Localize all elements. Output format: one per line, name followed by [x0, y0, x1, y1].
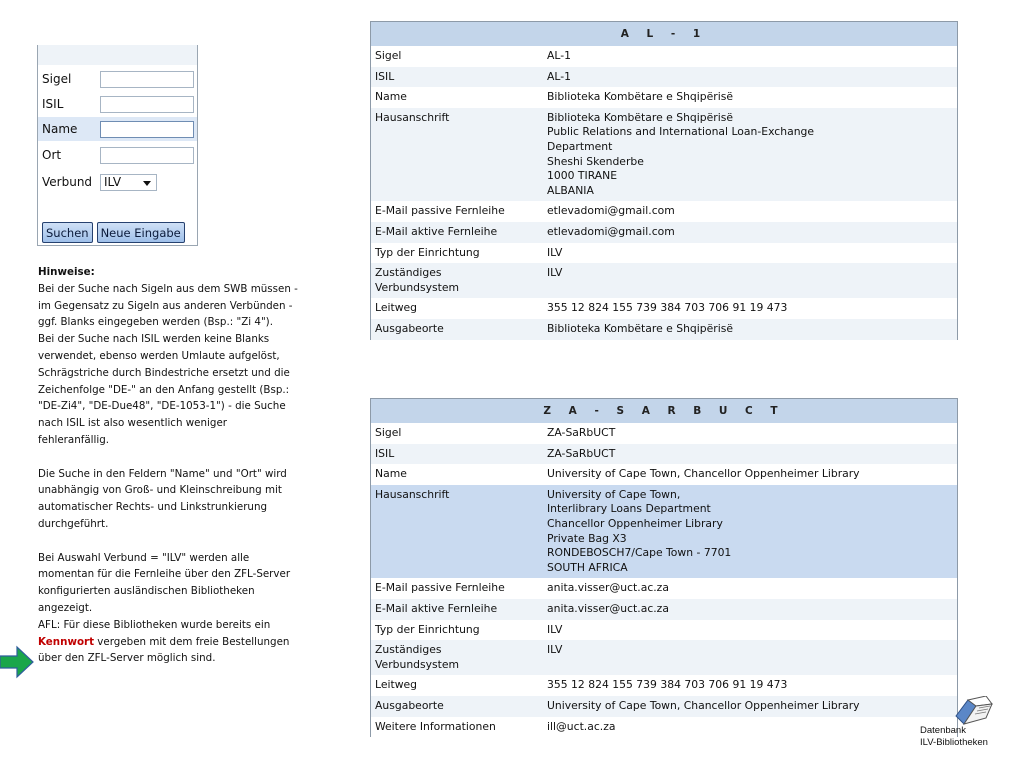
- row-label: Leitweg: [375, 678, 418, 692]
- record-row: [371, 620, 957, 641]
- record-za-sarbuct: [370, 398, 958, 737]
- record-row: [371, 319, 957, 340]
- row-value: ZA-SaRbUCT: [547, 446, 616, 460]
- row-value: ILV: [547, 266, 563, 280]
- search-buttons: [42, 222, 185, 243]
- new-entry-button[interactable]: Neue Eingabe: [97, 222, 185, 243]
- row-label: Zuständiges Verbundsystem: [375, 266, 460, 294]
- row-value: University of Cape Town, Interlibrary Loans Department Chancellor Oppenheimer Library Private Bag X3 RONDEBOSCH7/Cape Town - 7701 SOUTH AFRICA: [547, 487, 732, 574]
- row-value: 355 12 824 155 739 384 703 706 91 19 473: [547, 301, 788, 315]
- record-row: [371, 717, 957, 738]
- record-row: [371, 46, 957, 67]
- record-row: [371, 423, 957, 444]
- hint-afl: [38, 617, 300, 667]
- row-label: Sigel: [375, 49, 402, 62]
- row-value: ZA-SaRbUCT: [547, 426, 616, 439]
- record-row: [371, 696, 957, 717]
- record-title: A L - 1: [371, 21, 957, 46]
- record-row: [371, 675, 957, 696]
- database-caption: [920, 725, 988, 749]
- row-value: Biblioteka Kombëtare e Shqipërisë: [547, 90, 733, 104]
- row-label: ISIL: [375, 446, 395, 460]
- row-label: Name: [375, 90, 407, 104]
- row-value: ILV: [547, 622, 563, 636]
- chevron-down-icon: [143, 181, 151, 186]
- kennwort-link[interactable]: Kennwort: [38, 635, 95, 648]
- record-row: [371, 444, 957, 465]
- arrow-right-icon: [0, 645, 34, 679]
- name-row: [38, 117, 197, 141]
- hint-afl-text: AFL: Für diese Bibliotheken wurde bereits ein: [38, 618, 271, 631]
- hint-afl-text-end: vergeben mit dem freie Bestellungen über den ZFL-Server möglich sind.: [38, 635, 290, 665]
- caption-line-2: ILV-Bibliotheken: [920, 737, 988, 748]
- hint-name-ort: Die Suche in den Feldern "Name" und "Ort" wird unabhängig von Groß- und Kleinschreibung mit automatischer Rechts- und Linkstrunkierung durchgeführt.: [38, 467, 287, 530]
- record-row: [371, 222, 957, 243]
- row-label: Weitere Informationen: [375, 719, 496, 733]
- record-row: [371, 201, 957, 222]
- record-row: [371, 108, 957, 202]
- row-label: Sigel: [375, 426, 402, 439]
- hints-heading: Hinweise:: [38, 266, 95, 278]
- row-label: Typ der Einrichtung: [375, 245, 480, 259]
- record-row: [371, 599, 957, 620]
- hint-verbund: Bei Auswahl Verbund = "ILV" werden alle momentan für die Fernleihe über den ZFL-Server konfigurierten ausländischen Bibliotheken angezeigt.: [38, 551, 291, 614]
- isil-row: [38, 92, 197, 116]
- verbund-select-value: ILV: [104, 174, 122, 189]
- row-label: Ausgabeorte: [375, 698, 444, 712]
- row-label: ISIL: [375, 69, 395, 83]
- row-value: University of Cape Town, Chancellor Oppenheimer Library: [547, 698, 860, 712]
- verbund-select[interactable]: [100, 174, 157, 191]
- row-label: Hausanschrift: [375, 487, 450, 501]
- name-input[interactable]: [100, 121, 194, 138]
- row-value: AL-1: [547, 49, 571, 62]
- row-value: anita.visser@uct.ac.za: [547, 581, 669, 595]
- record-row: [371, 243, 957, 264]
- row-label: Name: [375, 467, 407, 481]
- sigel-label: Sigel: [42, 72, 72, 86]
- search-button[interactable]: Suchen: [42, 222, 93, 243]
- row-label: Ausgabeorte: [375, 321, 444, 335]
- record-row: [371, 263, 957, 298]
- row-label: Leitweg: [375, 301, 418, 315]
- row-value: etlevadomi@gmail.com: [547, 204, 675, 218]
- hint-isil: Bei der Suche nach ISIL werden keine Blanks verwendet, ebenso werden Umlaute aufgelöst, Schrägstriche durch Bindestriche ersetzt und die Zeichenfolge "DE-" an den Anfang gestellt (Bsp.: "DE-Zi4", "DE-Due48", "DE-1053-1") - die Suche nach ISIL ist also wesentlich weniger fehleranfällig.: [38, 333, 290, 446]
- book-icon: [946, 696, 994, 726]
- row-value: ill@uct.ac.za: [547, 719, 616, 733]
- sigel-input[interactable]: [100, 71, 194, 88]
- verbund-row: [38, 170, 197, 194]
- record-row: [371, 578, 957, 599]
- record-title: Z A - S A R B U C T: [371, 398, 957, 423]
- row-value: Biblioteka Kombëtare e Shqipërisë Public Relations and International Loan-Exchange Department Sheshi Skenderbe 1000 TIRANE ALBANIA: [547, 110, 815, 197]
- caption-line-1: Datenbank: [920, 725, 966, 736]
- row-label: Typ der Einrichtung: [375, 622, 480, 636]
- record-row: [371, 298, 957, 319]
- row-value: AL-1: [547, 69, 571, 83]
- row-value: University of Cape Town, Chancellor Oppenheimer Library: [547, 467, 860, 481]
- ort-input[interactable]: [100, 147, 194, 164]
- hint-sigel: Bei der Suche nach Sigeln aus dem SWB müssen - im Gegensatz zu Sigeln aus anderen Verbünden - ggf. Blanks eingegeben werden (Bsp.: "Zi 4").: [38, 282, 298, 329]
- record-row: [371, 67, 957, 88]
- search-panel: [37, 45, 198, 246]
- row-label: Zuständiges Verbundsystem: [375, 643, 460, 671]
- row-label: E-Mail aktive Fernleihe: [375, 224, 498, 238]
- sigel-row: [38, 67, 197, 91]
- record-row: [371, 464, 957, 485]
- ort-label: Ort: [42, 148, 62, 162]
- hints-panel: [38, 264, 300, 667]
- record-row: [371, 640, 957, 675]
- row-value: ILV: [547, 245, 563, 259]
- row-value: anita.visser@uct.ac.za: [547, 601, 669, 615]
- record-al-1: [370, 21, 958, 340]
- row-value: 355 12 824 155 739 384 703 706 91 19 473: [547, 678, 788, 692]
- record-row: [371, 87, 957, 108]
- row-value: etlevadomi@gmail.com: [547, 224, 675, 238]
- ort-row: [38, 143, 197, 167]
- name-label: Name: [42, 122, 78, 136]
- row-value: ILV: [547, 643, 563, 657]
- row-label: Hausanschrift: [375, 110, 450, 124]
- record-row: [371, 485, 957, 579]
- row-label: E-Mail passive Fernleihe: [375, 204, 505, 218]
- row-value: Biblioteka Kombëtare e Shqipërisë: [547, 321, 733, 335]
- row-label: E-Mail passive Fernleihe: [375, 581, 505, 595]
- verbund-label: Verbund: [42, 175, 93, 189]
- isil-label: ISIL: [42, 97, 64, 111]
- isil-input[interactable]: [100, 96, 194, 113]
- search-panel-header: [38, 45, 197, 65]
- row-label: E-Mail aktive Fernleihe: [375, 601, 498, 615]
